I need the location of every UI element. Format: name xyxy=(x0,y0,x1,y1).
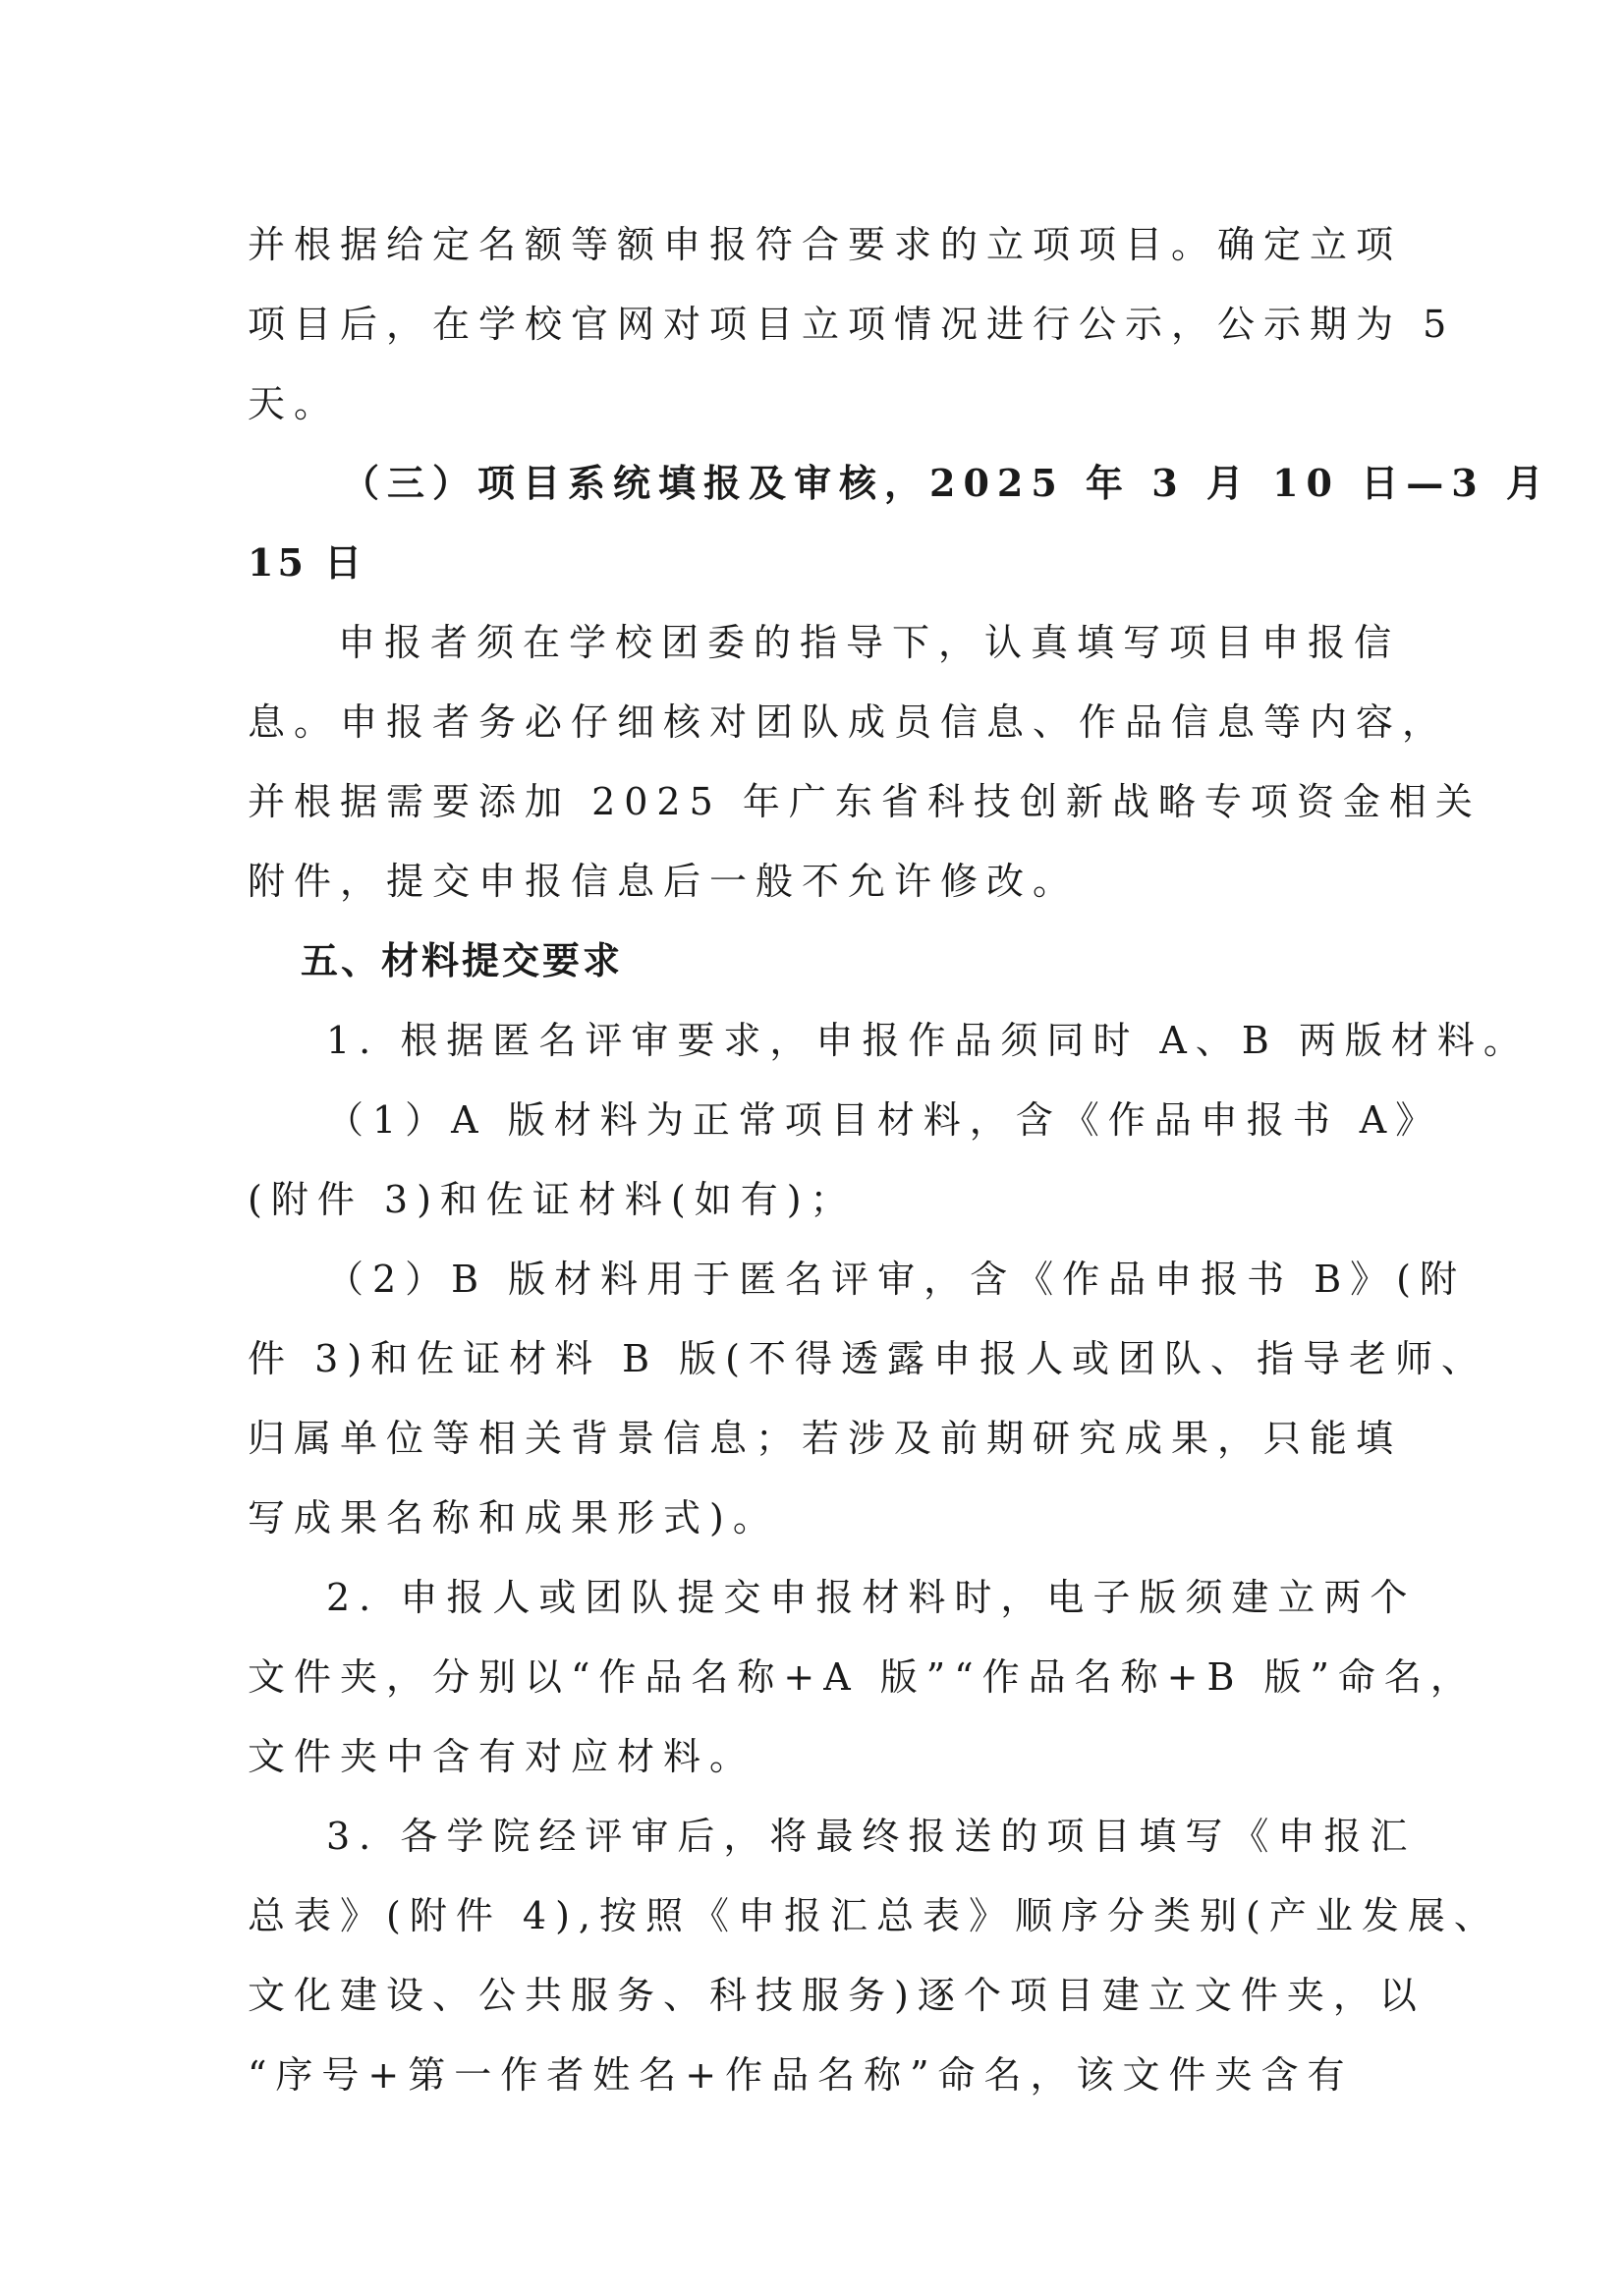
paragraph-line: 文化建设、公共服务、科技服务)逐个项目建立文件夹，以 xyxy=(248,1974,1426,2017)
subsection-heading: （三）项目系统填报及审核，2025 年 3 月 10 日—3 月 xyxy=(342,461,1551,505)
paragraph-line: 并根据给定名额等额申报符合要求的立项项目。确定立项 xyxy=(248,223,1403,266)
paragraph-line: 件 3)和佐证材料 B 版(不得透露申报人或团队、指导老师、 xyxy=(248,1337,1487,1380)
paragraph-line: (附件 3)和佐证材料(如有)； xyxy=(248,1178,857,1221)
paragraph-line: 息。申报者务必仔细核对团队成员信息、作品信息等内容， xyxy=(248,700,1449,744)
section-heading: 五、材料提交要求 xyxy=(301,939,624,982)
subsection-heading-continued: 15 日 xyxy=(248,540,366,585)
sub-item: （2）B 版材料用于匿名评审，含《作品申报书 B》(附 xyxy=(326,1258,1467,1301)
paragraph-line: 天。 xyxy=(248,382,341,425)
paragraph-line: 写成果名称和成果形式)。 xyxy=(248,1496,779,1540)
document-body xyxy=(248,214,1551,2124)
paragraph-line: 归属单位等相关背景信息；若涉及前期研究成果，只能填 xyxy=(248,1417,1403,1460)
sub-item: （1）A 版材料为正常项目材料，含《作品申报书 A》 xyxy=(326,1098,1442,1142)
paragraph-line: 文件夹，分别以“作品名称+A 版”“作品名称+B 版”命名， xyxy=(248,1655,1477,1699)
paragraph-line: 总表》(附件 4),按照《申报汇总表》顺序分类别(产业发展、 xyxy=(248,1894,1500,1937)
paragraph-line: 申报者须在学校团委的指导下，认真填写项目申报信 xyxy=(338,621,1401,664)
numbered-item: 1. 根据匿名评审要求，申报作品须同时 A、B 两版材料。 xyxy=(326,1019,1530,1062)
paragraph-line: 文件夹中含有对应材料。 xyxy=(248,1735,756,1778)
paragraph-line: 项目后，在学校官网对项目立项情况进行公示，公示期为 5 xyxy=(248,303,1456,346)
paragraph-line: “序号+第一作者姓名+作品名称”命名，该文件夹含有 xyxy=(248,2053,1354,2097)
numbered-item: 3. 各学院经评审后，将最终报送的项目填写《申报汇 xyxy=(326,1815,1417,1858)
paragraph-line: 并根据需要添加 2025 年广东省科技创新战略专项资金相关 xyxy=(248,780,1482,823)
numbered-item: 2. 申报人或团队提交申报材料时，电子版须建立两个 xyxy=(326,1576,1417,1619)
paragraph-line: 附件，提交申报信息后一般不允许修改。 xyxy=(248,860,1080,903)
